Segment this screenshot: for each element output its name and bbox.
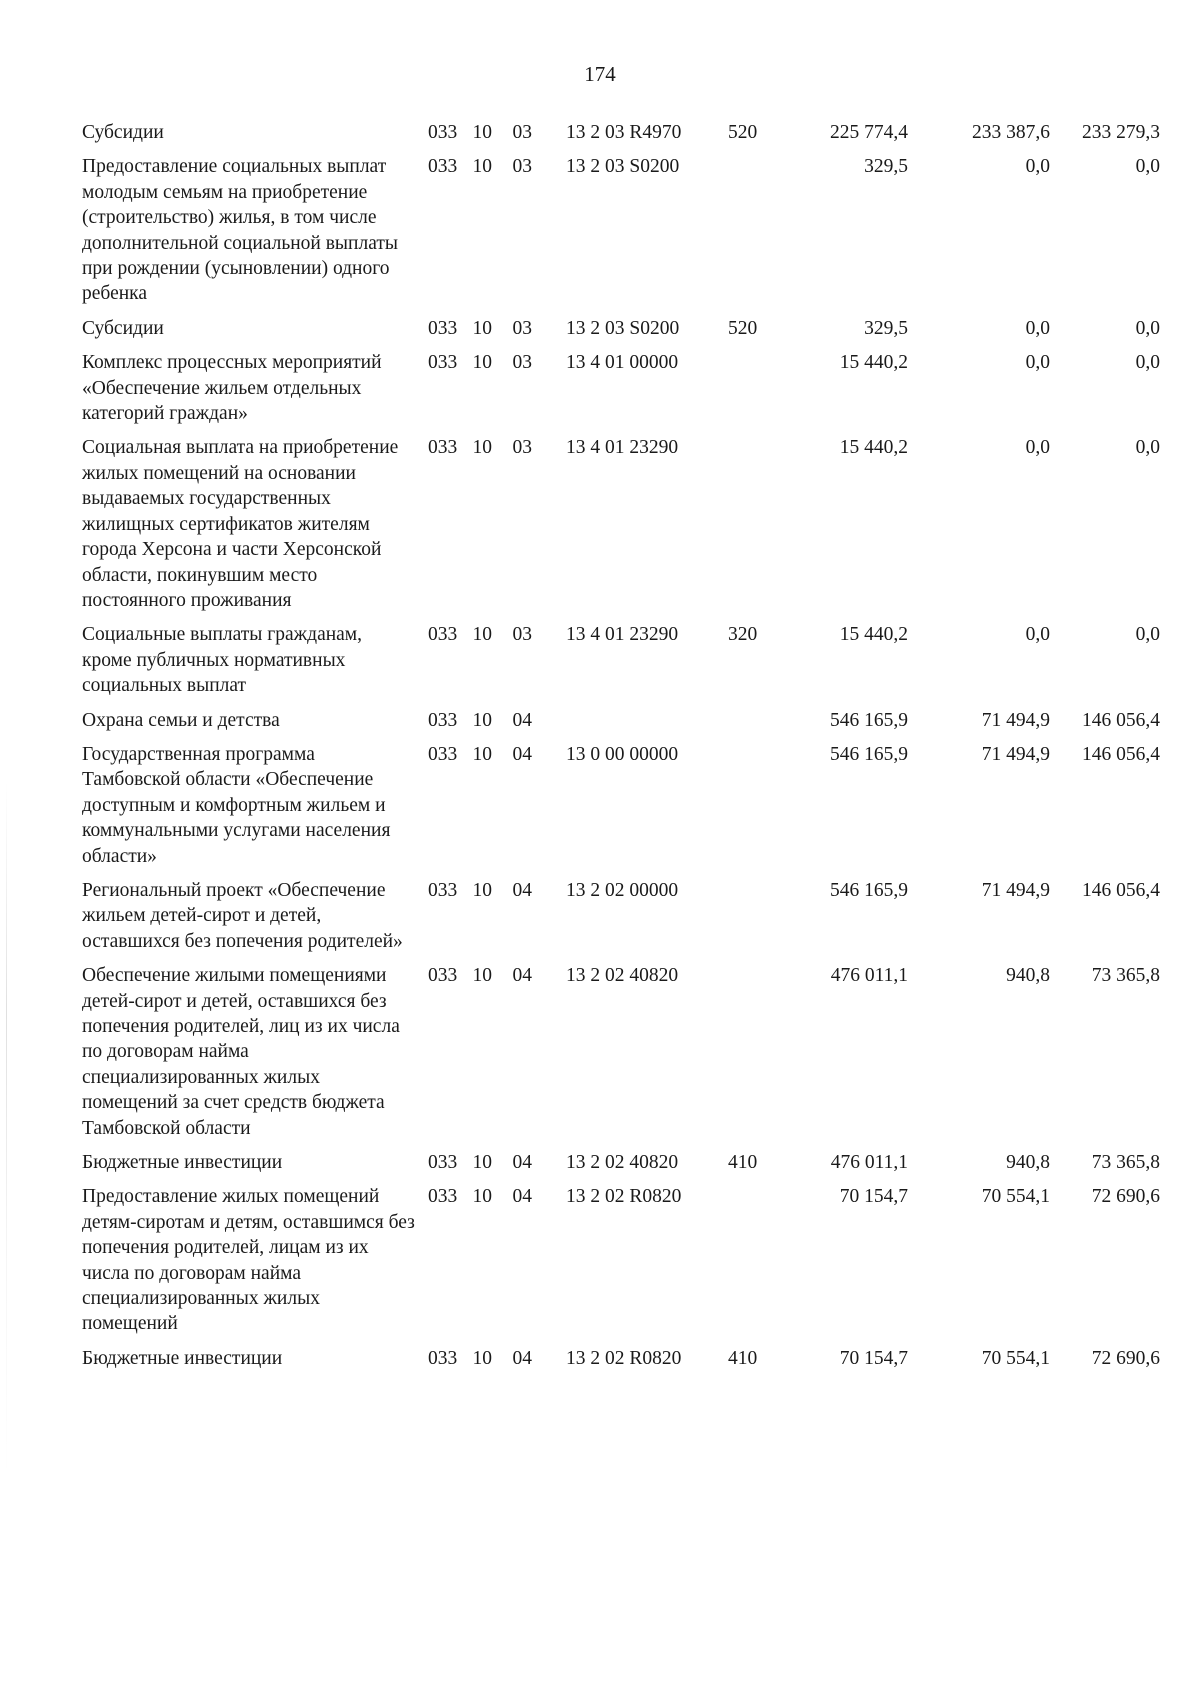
row-name: Социальные выплаты гражданам, кроме публичных нормативных социальных выплат (82, 624, 363, 697)
row-name: Социальная выплата на приобретение жилых помещений на основании выдаваемых государственных жилищных сертификатов жителям города Херсона и части Херсонской области, покинувшим место постоянного проживания (82, 437, 399, 611)
row-name: Предоставление социальных выплат молодым семьям на приобретение (строительство) жилья, в том числе дополнительной социальной выплаты при рождении (усыновлении) одного ребенка (82, 156, 398, 305)
row-section: 10 (472, 879, 492, 901)
row-name: Государственная программа Тамбовской области «Обеспечение доступным и комфортным жильем и коммунальными услугами населения области» (82, 743, 391, 867)
page-number: 174 (584, 62, 616, 86)
row-amount-year-2: 0,0 (1025, 156, 1050, 178)
row-amount-year-1: 15 440,2 (839, 624, 908, 646)
table-row (82, 435, 1160, 622)
row-section: 10 (472, 317, 492, 339)
row-amount-year-1: 546 165,9 (830, 743, 908, 765)
row-amount-year-1: 476 011,1 (830, 1152, 908, 1174)
row-name: Предоставление жилых помещений детям-сиротам и детям, оставшимся без попечения родителей, лицам из их числа по договорам найма специализированных жилых помещений (82, 1186, 415, 1335)
row-expense-type: 320 (728, 624, 758, 646)
row-subsection: 03 (512, 624, 532, 646)
row-amount-year-2: 71 494,9 (981, 879, 1050, 901)
row-target-article: 13 2 02 R0820 (566, 1186, 682, 1208)
table-row (82, 963, 1160, 1150)
row-name: Бюджетные инвестиции (82, 1347, 283, 1369)
table-row (82, 154, 1160, 315)
row-subsection: 04 (512, 1347, 532, 1369)
row-target-article: 13 0 00 00000 (566, 743, 679, 765)
row-section: 10 (472, 122, 492, 143)
row-expense-type: 410 (728, 1152, 758, 1174)
table-row (82, 1346, 1160, 1380)
row-section: 10 (472, 437, 492, 459)
row-gov-code: 033 (428, 1347, 458, 1369)
row-amount-year-3: 233 279,3 (1082, 122, 1160, 143)
row-amount-year-2: 0,0 (1025, 624, 1050, 646)
row-subsection: 03 (512, 156, 532, 178)
row-amount-year-1: 15 440,2 (839, 352, 908, 374)
row-section: 10 (472, 1152, 492, 1174)
row-subsection: 03 (512, 352, 532, 374)
row-amount-year-3: 73 365,8 (1091, 1152, 1160, 1174)
table-row (82, 120, 1160, 154)
row-subsection: 03 (512, 317, 532, 339)
row-target-article: 13 2 02 00000 (566, 879, 679, 901)
row-target-article: 13 2 02 40820 (566, 1152, 679, 1174)
row-gov-code: 033 (428, 437, 458, 459)
row-gov-code: 033 (428, 709, 458, 731)
row-section: 10 (472, 1347, 492, 1369)
table-body (82, 120, 1160, 1380)
row-section: 10 (472, 156, 492, 178)
row-expense-type (714, 742, 786, 878)
row-gov-code: 033 (428, 743, 458, 765)
row-amount-year-3: 0,0 (1135, 156, 1160, 178)
row-amount-year-3: 146 056,4 (1082, 743, 1160, 765)
row-amount-year-2: 0,0 (1025, 437, 1050, 459)
row-amount-year-2: 71 494,9 (981, 743, 1050, 765)
row-subsection: 04 (512, 1152, 532, 1174)
row-amount-year-2: 70 554,1 (981, 1186, 1050, 1208)
row-amount-year-3: 146 056,4 (1082, 709, 1160, 731)
row-name: Региональный проект «Обеспечение жильем детей-сирот и детей, оставшихся без попечения родителей» (82, 879, 403, 952)
row-amount-year-1: 225 774,4 (830, 122, 908, 143)
row-target-article: 13 4 01 23290 (566, 437, 679, 459)
row-subsection: 03 (512, 122, 532, 143)
row-amount-year-3: 72 690,6 (1091, 1347, 1160, 1369)
row-expense-type: 520 (728, 122, 758, 143)
row-gov-code: 033 (428, 1186, 458, 1208)
table-row (82, 742, 1160, 878)
table-row (82, 1150, 1160, 1184)
budget-table (82, 120, 1160, 1380)
row-amount-year-3: 0,0 (1135, 437, 1160, 459)
table-row (82, 350, 1160, 435)
row-name: Субсидии (82, 317, 164, 339)
row-amount-year-3: 73 365,8 (1091, 965, 1160, 987)
row-amount-year-3: 146 056,4 (1082, 879, 1160, 901)
row-amount-year-1: 15 440,2 (839, 437, 908, 459)
table-row (82, 316, 1160, 350)
row-subsection: 04 (512, 879, 532, 901)
row-expense-type (714, 350, 786, 435)
row-expense-type (714, 154, 786, 315)
row-target-article (532, 708, 714, 742)
row-expense-type (714, 708, 786, 742)
row-target-article: 13 2 02 R0820 (566, 1347, 682, 1369)
row-subsection: 04 (512, 1186, 532, 1208)
row-target-article: 13 2 03 R4970 (566, 122, 682, 143)
row-amount-year-3: 0,0 (1135, 624, 1160, 646)
table-row (82, 708, 1160, 742)
row-amount-year-1: 329,5 (864, 317, 908, 339)
row-expense-type (714, 878, 786, 963)
row-expense-type (714, 1184, 786, 1345)
row-gov-code: 033 (428, 156, 458, 178)
row-target-article: 13 2 03 S0200 (566, 156, 680, 178)
row-section: 10 (472, 352, 492, 374)
row-amount-year-2: 940,8 (1006, 965, 1050, 987)
row-gov-code: 033 (428, 965, 458, 987)
row-section: 10 (472, 965, 492, 987)
row-amount-year-1: 329,5 (864, 156, 908, 178)
row-expense-type (714, 963, 786, 1150)
row-target-article: 13 4 01 00000 (566, 352, 679, 374)
row-name: Комплекс процессных мероприятий «Обеспечение жильем отдельных категорий граждан» (82, 352, 382, 425)
row-section: 10 (472, 709, 492, 731)
row-expense-type: 520 (728, 317, 758, 339)
row-subsection: 04 (512, 743, 532, 765)
table-row (82, 1184, 1160, 1345)
row-target-article: 13 4 01 23290 (566, 624, 679, 646)
row-amount-year-1: 70 154,7 (839, 1347, 908, 1369)
row-subsection: 04 (512, 709, 532, 731)
row-target-article: 13 2 02 40820 (566, 965, 679, 987)
row-target-article: 13 2 03 S0200 (566, 317, 680, 339)
scan-edge-artifact (6, 780, 7, 1480)
row-amount-year-2: 940,8 (1006, 1152, 1050, 1174)
row-amount-year-3: 0,0 (1135, 317, 1160, 339)
row-amount-year-2: 233 387,6 (972, 122, 1050, 143)
row-amount-year-1: 546 165,9 (830, 709, 908, 731)
row-gov-code: 033 (428, 352, 458, 374)
table-row (82, 622, 1160, 707)
row-section: 10 (472, 743, 492, 765)
row-name: Обеспечение жилыми помещениями детей-сирот и детей, оставшихся без попечения родителей, лиц из их числа по договорам найма специализированных жилых помещений за счет средств бюджета Тамбовской области (82, 965, 400, 1139)
row-amount-year-2: 0,0 (1025, 317, 1050, 339)
row-amount-year-2: 0,0 (1025, 352, 1050, 374)
row-expense-type (714, 435, 786, 622)
row-amount-year-1: 70 154,7 (839, 1186, 908, 1208)
row-subsection: 04 (512, 965, 532, 987)
row-amount-year-2: 70 554,1 (981, 1347, 1050, 1369)
row-name: Бюджетные инвестиции (82, 1152, 283, 1174)
row-expense-type: 410 (728, 1347, 758, 1369)
row-name: Охрана семьи и детства (82, 709, 280, 731)
row-amount-year-1: 546 165,9 (830, 879, 908, 901)
row-amount-year-3: 0,0 (1135, 352, 1160, 374)
row-amount-year-2: 71 494,9 (981, 709, 1050, 731)
row-amount-year-1: 476 011,1 (830, 965, 908, 987)
row-name: Субсидии (82, 122, 164, 143)
row-gov-code: 033 (428, 122, 458, 143)
row-gov-code: 033 (428, 317, 458, 339)
row-amount-year-3: 72 690,6 (1091, 1186, 1160, 1208)
row-section: 10 (472, 624, 492, 646)
row-subsection: 03 (512, 437, 532, 459)
row-gov-code: 033 (428, 879, 458, 901)
table-row (82, 878, 1160, 963)
row-gov-code: 033 (428, 624, 458, 646)
row-gov-code: 033 (428, 1152, 458, 1174)
row-section: 10 (472, 1186, 492, 1208)
